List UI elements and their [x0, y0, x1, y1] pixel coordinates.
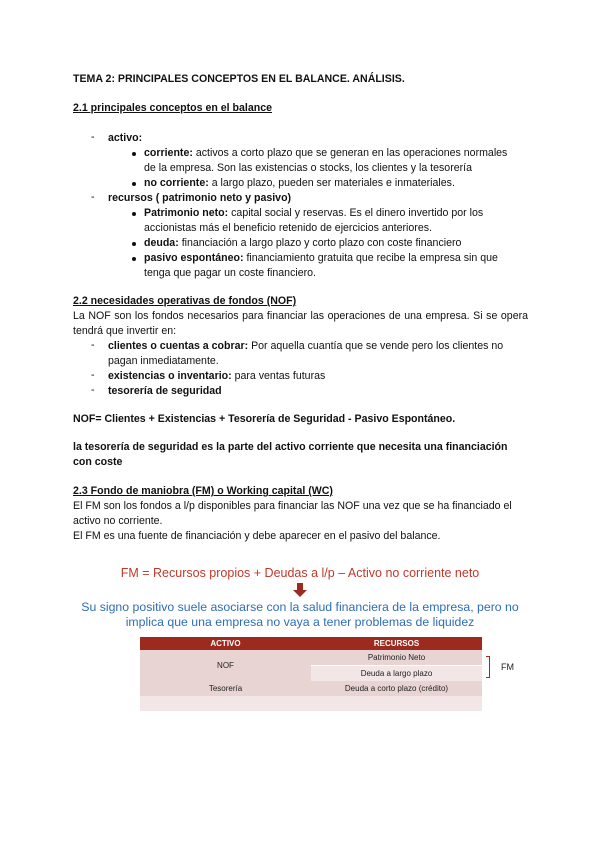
section-heading-2-1: 2.1 principales conceptos en el balance: [73, 102, 273, 114]
empty-cell: [311, 696, 482, 711]
nocorriente-item: [144, 176, 455, 191]
balance-table: [140, 637, 482, 711]
corriente-text: activos a corto plazo que se generan en las operaciones normales: [195, 147, 508, 159]
dash-bullet: -: [91, 369, 95, 381]
pe-text-2: tenga que pagar un coste financiero.: [144, 267, 316, 279]
empty-cell: [140, 696, 311, 711]
existencias-text: para ventas futuras: [234, 370, 326, 382]
corriente-term: corriente:: [144, 147, 193, 159]
bullet-dot: [132, 257, 136, 261]
corriente-item: [144, 146, 507, 161]
table-row: [140, 650, 482, 666]
dash-bullet: -: [91, 191, 95, 203]
document-title: TEMA 2: PRINCIPALES CONCEPTOS EN EL BALANCE. ANÁLISIS.: [73, 73, 405, 85]
recursos-label: recursos ( patrimonio neto y pasivo): [108, 192, 292, 204]
dash-bullet: -: [91, 339, 95, 351]
col-recursos: RECURSOS: [311, 637, 482, 650]
deuda-term: deuda:: [144, 237, 179, 249]
pe-term: pasivo espontáneo:: [144, 252, 244, 264]
down-arrow-head-icon: [293, 590, 307, 597]
pe-item: [144, 251, 498, 266]
nocorriente-text: a largo plazo, pueden ser materiales e inmateriales.: [211, 177, 455, 189]
fm-brace-label: FM: [501, 662, 514, 672]
deuda-item: [144, 236, 461, 251]
patrimonio-cell: Patrimonio Neto: [311, 650, 482, 666]
tesoreria-cell: Tesorería: [208, 684, 243, 693]
bullet-dot: [132, 152, 136, 156]
nof-item-existencias: [108, 369, 325, 384]
clientes-text: Por aquella cuantía que se vende pero los clientes no: [251, 340, 504, 352]
balance-header-row: [140, 637, 482, 650]
fm-note-line-2: implica que una empresa no vaya a tener problemas de liquidez: [125, 615, 475, 629]
col-activo: ACTIVO: [140, 637, 311, 650]
section-heading-2-3: 2.3 Fondo de maniobra (FM) o Working capital (WC): [73, 485, 333, 497]
section-heading-2-2: 2.2 necesidades operativas de fondos (NOF): [73, 295, 297, 307]
activo-label: activo:: [108, 132, 143, 144]
dash-bullet: -: [91, 131, 95, 143]
pn-text: capital social y reservas. Es el dinero invertido por los: [231, 207, 484, 219]
pn-text-2: accionistas más el beneficio retenido de ejercicios anteriores.: [144, 222, 432, 234]
existencias-term: existencias o inventario:: [108, 370, 232, 382]
deuda-lp-cell: Deuda a largo plazo: [311, 666, 482, 682]
nof-item-tesoreria: tesorería de seguridad: [108, 385, 222, 397]
fm-equation: FM = Recursos propios + Deudas a l/p – Activo no corriente neto: [120, 566, 480, 580]
table-row: [140, 681, 482, 696]
pe-text: financiamiento gratuita que recibe la empresa sin que: [246, 252, 498, 264]
fm-paragraph-2: El FM es una fuente de financiación y debe aparecer en el pasivo del balance.: [73, 530, 441, 542]
nof-cell: NOF: [140, 650, 311, 681]
fm-paragraph-1: El FM son los fondos a l/p disponibles para financiar las NOF una vez que se ha financiado el activo no corriente.: [73, 500, 512, 527]
clientes-text-2: pagan inmediatamente.: [108, 355, 219, 367]
deuda-text: financiación a largo plazo y corto plazo con coste financiero: [181, 237, 462, 249]
nof-paragraph: La NOF son los fondos necesarios para financiar las operaciones de una empresa. Si se opera tendrá que invertir en:: [73, 310, 528, 337]
bullet-dot: [132, 182, 136, 186]
dash-bullet: -: [91, 384, 95, 396]
pn-item: [144, 206, 483, 221]
bullet-dot: [132, 212, 136, 216]
nof-formula: NOF= Clientes + Existencias + Tesorería de Seguridad - Pasivo Espontáneo.: [73, 413, 456, 425]
nocorriente-term: no corriente:: [144, 177, 209, 189]
fm-note-line-1: Su signo positivo suele asociarse con la salud financiera de la empresa, pero no: [81, 600, 519, 614]
clientes-term: clientes o cuentas a cobrar:: [108, 340, 249, 352]
fm-brace: [489, 656, 496, 678]
nof-item-clientes: [108, 339, 503, 354]
deuda-cp-cell: Deuda a corto plazo (crédito): [344, 684, 449, 693]
corriente-text-2: de la empresa. Son las existencias o stocks, los clientes y la tesorería: [144, 162, 472, 174]
bullet-dot: [132, 242, 136, 246]
pn-term: Patrimonio neto:: [144, 207, 229, 219]
table-row: [140, 696, 482, 711]
tesoreria-note: la tesorería de seguridad es la parte del activo corriente que necesita una financiación con coste: [73, 441, 508, 468]
